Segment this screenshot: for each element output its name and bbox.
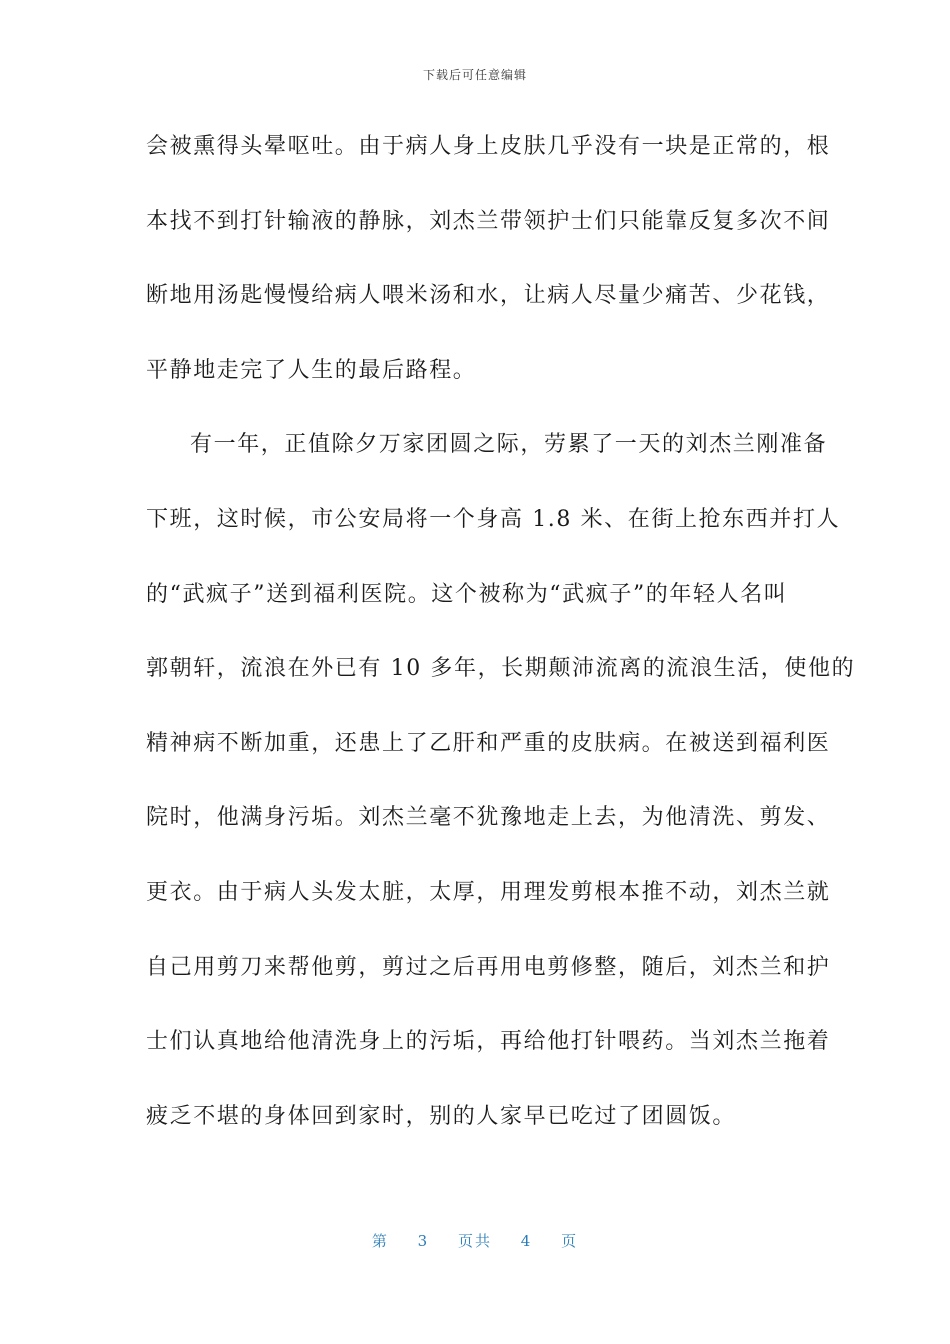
- text-line: 的“武疯子”送到福利医院。这个被称为“武疯子”的年轻人名叫: [146, 581, 788, 607]
- text-line: 更衣。由于病人头发太脏，太厚，用理发剪根本推不动，刘杰兰就: [146, 879, 831, 905]
- text-line: 本找不到打针输液的静脉，刘杰兰带领护士们只能靠反复多次不间: [146, 208, 831, 234]
- text-line: 下班，这时候，市公安局将一个身高 1.8 米、在街上抢东西并打人: [146, 506, 841, 532]
- page-footer: [0, 1230, 950, 1251]
- text-line: 断地用汤匙慢慢给病人喂米汤和水，让病人尽量少痛苦、少花钱，: [146, 283, 831, 309]
- text-line: 自己用剪刀来帮他剪，剪过之后再用电剪修整，随后，刘杰兰和护: [146, 954, 831, 980]
- page-total: 4: [520, 1232, 533, 1250]
- text-line: 平静地走完了人生的最后路程。: [146, 357, 477, 383]
- text-line: 精神病不断加重，还患上了乙肝和严重的皮肤病。在被送到福利医: [146, 730, 831, 756]
- page-prefix: 第: [371, 1232, 389, 1250]
- text-line: 郭朝轩，流浪在外已有 10 多年，长期颠沛流离的流浪生活，使他的: [146, 656, 856, 682]
- document-body: [146, 128, 856, 1172]
- text-line: 会被熏得头晕呕吐。由于病人身上皮肤几乎没有一块是正常的，根: [146, 134, 831, 159]
- page-mid: 页共: [457, 1232, 492, 1250]
- page-header: 下载后可任意编辑: [422, 68, 527, 82]
- text-line: 士们认真地给他清洗身上的污垢，再给他打针喂药。当刘杰兰拖着: [146, 1029, 831, 1055]
- page-current: 3: [417, 1232, 430, 1250]
- text-line-paragraph-start: 有一年，正值除夕万家团圆之际，劳累了一天的刘杰兰刚准备: [190, 432, 828, 458]
- text-line: 疲乏不堪的身体回到家时，别的人家早已吃过了团圆饭。: [146, 1103, 737, 1129]
- page-suffix: 页: [561, 1232, 579, 1250]
- text-line: 院时，他满身污垢。刘杰兰毫不犹豫地走上去，为他清洗、剪发、: [146, 805, 831, 831]
